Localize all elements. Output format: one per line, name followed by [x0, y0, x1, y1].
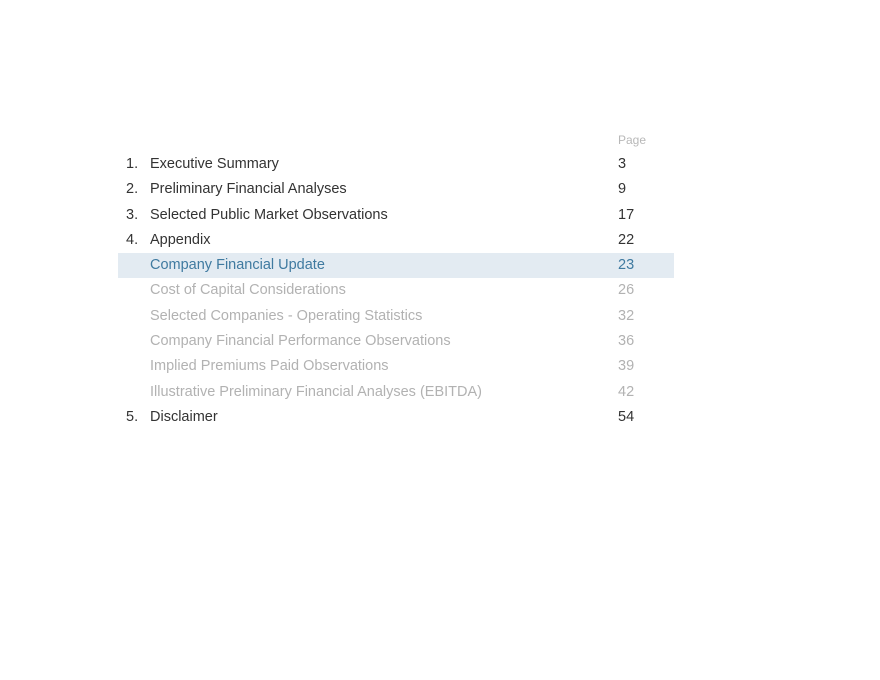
page-header-label: Page — [618, 133, 647, 147]
subsection-page: 26 — [618, 282, 635, 299]
toc-subrow-cost-of-capital[interactable] — [118, 278, 674, 303]
subsection-title: Implied Premiums Paid Observations — [150, 358, 389, 375]
section-page: 54 — [618, 408, 635, 425]
subsection-title: Cost of Capital Considerations — [150, 282, 346, 299]
subsection-page: 36 — [618, 333, 635, 350]
section-title: Selected Public Market Observations — [150, 206, 388, 223]
toc-row-executive-summary[interactable] — [118, 152, 674, 177]
toc-row-disclaimer[interactable] — [118, 405, 674, 430]
subsection-title: Illustrative Preliminary Financial Analyses (EBITDA) — [150, 383, 482, 400]
section-number: 2. — [126, 181, 139, 198]
section-number: 4. — [126, 231, 139, 248]
toc-subrow-illustrative-preliminary-analyses[interactable] — [118, 380, 674, 405]
subsection-page: 39 — [618, 358, 635, 375]
subsection-title: Selected Companies - Operating Statistics — [150, 307, 423, 324]
toc-row-preliminary-financial-analyses[interactable] — [118, 177, 674, 202]
section-number: 5. — [126, 408, 139, 425]
subsection-title: Company Financial Update — [150, 257, 325, 274]
toc-row-appendix[interactable] — [118, 228, 674, 253]
section-title: Appendix — [150, 231, 211, 248]
toc-subrow-selected-companies-operating-statistics[interactable] — [118, 304, 674, 329]
subsection-title: Company Financial Performance Observations — [150, 333, 451, 350]
page-column-header — [118, 130, 674, 152]
toc-subrow-company-financial-performance[interactable] — [118, 329, 674, 354]
section-page: 22 — [618, 231, 635, 248]
subsection-page: 23 — [618, 257, 635, 274]
section-number: 1. — [126, 156, 139, 172]
subsection-page: 42 — [618, 383, 635, 400]
section-number: 3. — [126, 206, 139, 223]
toc-subrow-implied-premiums-paid[interactable] — [118, 354, 674, 379]
section-page: 9 — [618, 181, 627, 198]
section-title: Disclaimer — [150, 408, 218, 425]
toc-row-selected-public-market-observations[interactable] — [118, 203, 674, 228]
section-page: 17 — [618, 206, 635, 223]
section-title: Preliminary Financial Analyses — [150, 181, 347, 198]
subsection-page: 32 — [618, 307, 635, 324]
table-of-contents — [118, 130, 674, 430]
section-title: Executive Summary — [150, 156, 279, 172]
section-page: 3 — [618, 156, 627, 172]
toc-subrow-company-financial-update[interactable] — [118, 253, 674, 278]
